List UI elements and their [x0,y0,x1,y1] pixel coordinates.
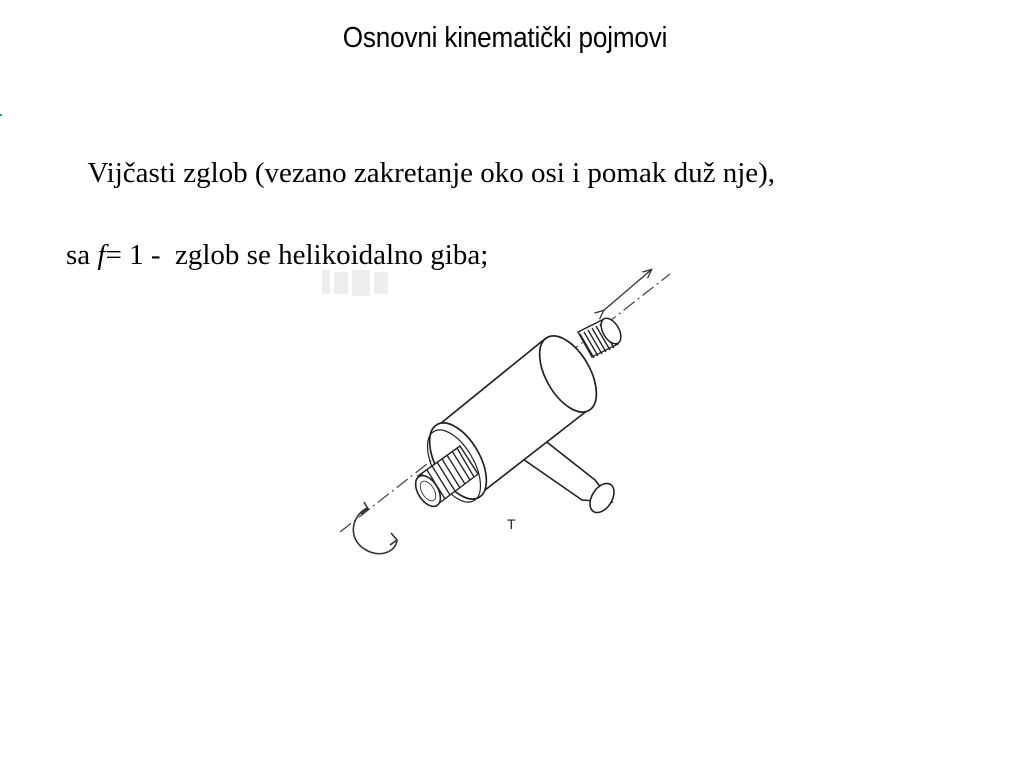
variable-f: f [97,239,106,271]
screw-joint-drawing [320,262,680,562]
figure-label-t: T [507,516,516,532]
screw-shaft-upper [578,315,625,358]
bullet-marker [0,114,2,116]
text-line-2-prefix: sa [66,239,98,271]
scan-artifact [322,270,388,296]
screw-joint-figure [320,262,680,562]
rotation-arrow [353,502,397,554]
text-line-1: Vijčasti zglob (vezano zakretanje oko osi i pomak duž nje), [87,157,776,189]
slide-title: Osnovni kinematički pojmovi [342,22,668,54]
translation-arrow [603,270,651,311]
text-line-2-suffix: = 1 - zglob se helikoidalno giba; [105,239,489,271]
